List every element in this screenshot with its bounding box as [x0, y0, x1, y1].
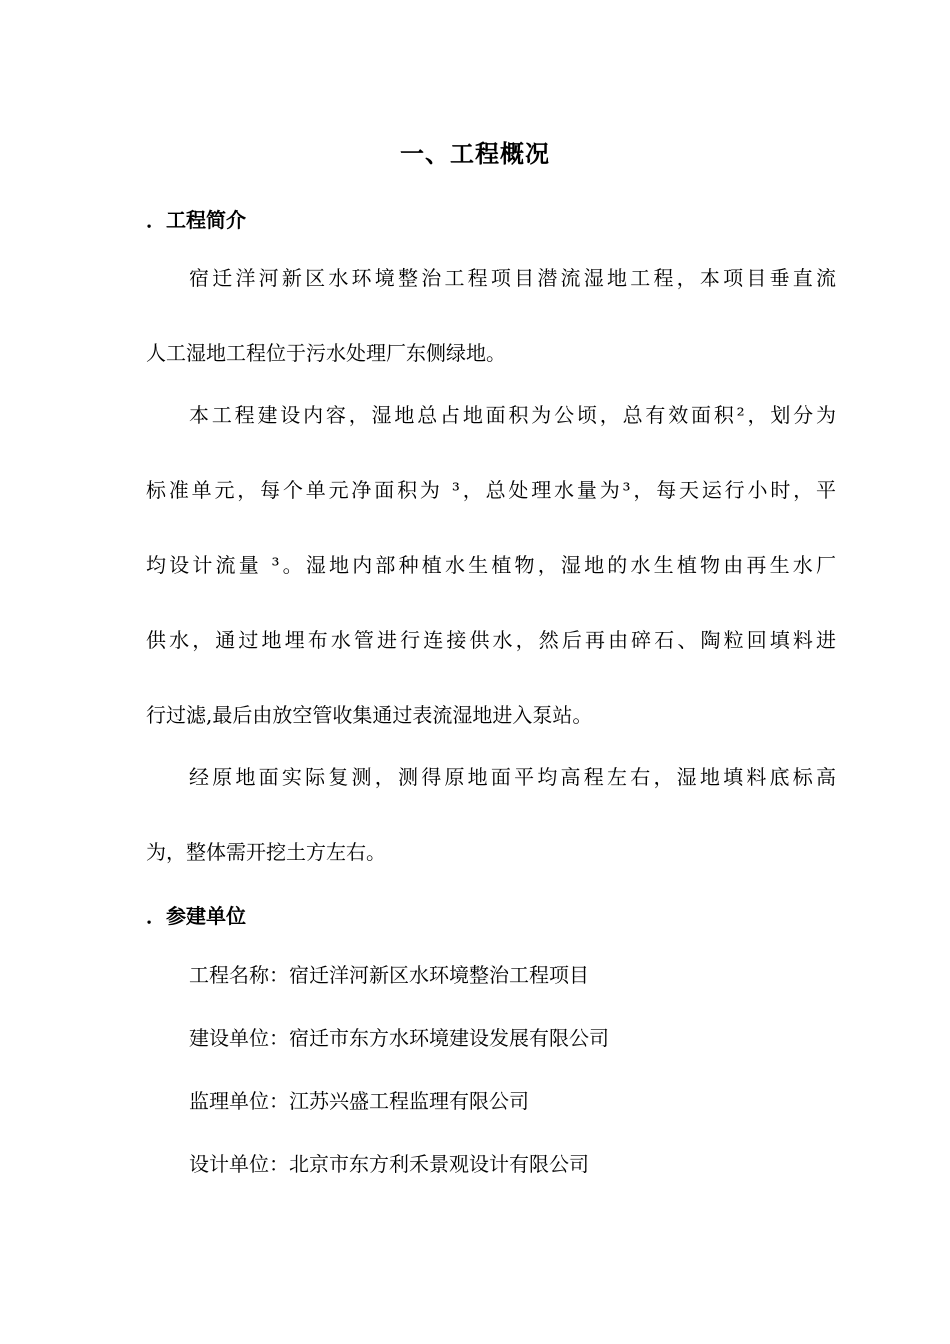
supervisor-line: 监理单位：江苏兴盛工程监理有限公司 — [189, 1089, 529, 1113]
paragraph-line: 宿迁洋河新区水环境整治工程项目潜流湿地工程，本项目垂直流 — [189, 266, 836, 290]
paragraph-line: 本工程建设内容，湿地总占地面积为公顷，总有效面积²，划分为 — [189, 403, 836, 427]
project-name-line: 工程名称：宿迁洋河新区水环境整治工程项目 — [189, 963, 589, 987]
paragraph-line: 标准单元，每个单元净面积为 ³，总处理水量为³，每天运行小时，平 — [146, 478, 836, 502]
builder-line: 建设单位：宿迁市东方水环境建设发展有限公司 — [189, 1026, 609, 1050]
paragraph-line: 均设计流量 ³。湿地内部种植水生植物，湿地的水生植物由再生水厂 — [146, 553, 836, 577]
paragraph-line: 人工湿地工程位于污水处理厂东侧绿地。 — [146, 341, 506, 365]
paragraph-line: 行过滤,最后由放空管收集通过表流湿地进入泵站。 — [146, 703, 593, 727]
section-heading-participants: ．参建单位 — [146, 904, 246, 928]
section-heading-project-intro: ．工程简介 — [146, 208, 246, 232]
paragraph-line: 为，整体需开挖土方左右。 — [146, 840, 386, 864]
paragraph-line: 经原地面实际复测，测得原地面平均高程左右，湿地填料底标高 — [189, 765, 836, 789]
paragraph-line: 供水，通过地埋布水管进行连接供水，然后再由碎石、陶粒回填料进 — [146, 628, 836, 652]
page-title: 一、工程概况 — [400, 140, 550, 168]
designer-line: 设计单位：北京市东方利禾景观设计有限公司 — [189, 1152, 589, 1176]
